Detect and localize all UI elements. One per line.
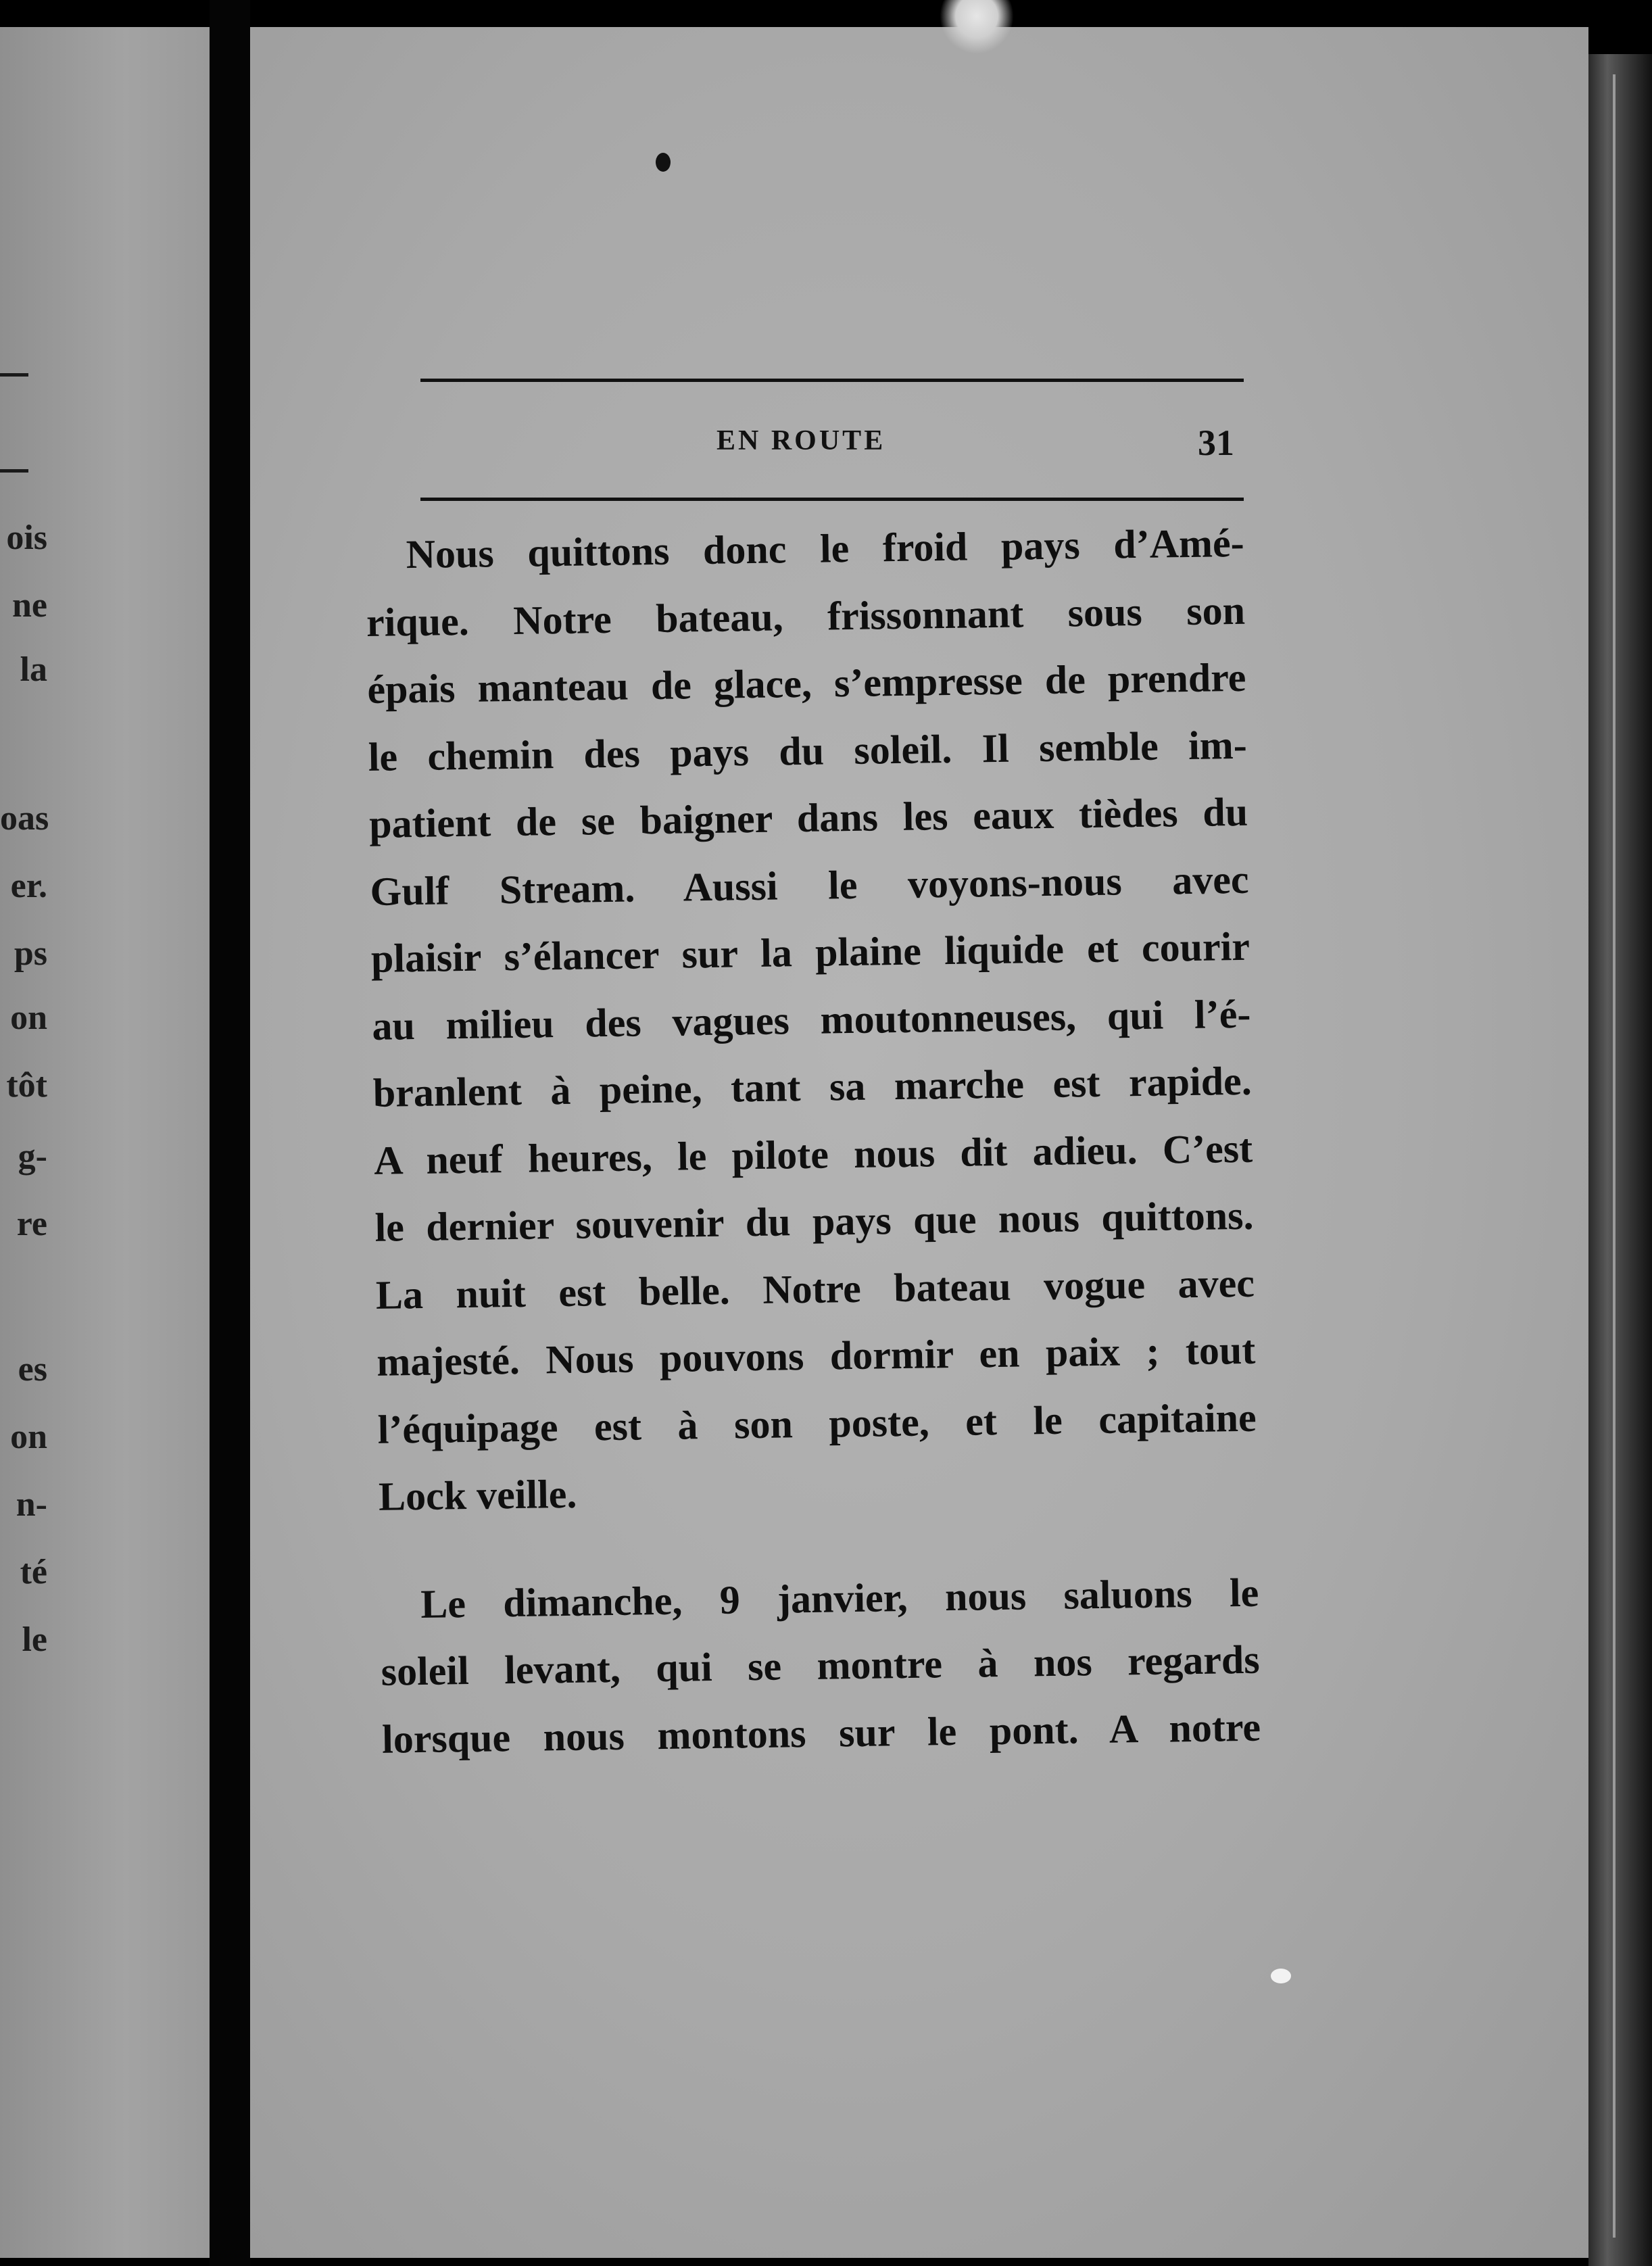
text-line: Lock veille. — [378, 1471, 577, 1519]
left-page-fragment: n- — [16, 1485, 47, 1524]
left-page-fragment: tôt — [6, 1066, 47, 1105]
left-page-rule — [0, 373, 28, 377]
header-rule-bottom — [420, 498, 1244, 501]
left-page-fragment: es — [18, 1350, 47, 1389]
page-number: 31 — [1198, 423, 1234, 463]
header-rule-top — [420, 379, 1244, 382]
text-line: La nuit est belle. Notre bateau vogue avec — [375, 1260, 1255, 1318]
left-page-fragment: re — [16, 1205, 47, 1243]
text-line: l’équipage est à son poste, et le capitaine — [377, 1395, 1257, 1452]
book-gutter — [210, 0, 250, 2266]
text-line: Le dimanche, 9 janvier, nous saluons le — [420, 1570, 1259, 1626]
page-edge-highlight — [1613, 74, 1615, 2238]
left-page-fragment: oas — [0, 799, 49, 838]
left-page-fragment: la — [20, 650, 47, 689]
paper-tear-mark — [940, 0, 1014, 54]
left-page-fragment: on — [10, 1418, 47, 1456]
running-title: EN ROUTE — [716, 425, 886, 456]
text-line: rique. Notre bateau, frissonnant sous son — [366, 587, 1246, 645]
text-line: au milieu des vagues moutonneuses, qui l’é- — [371, 991, 1251, 1048]
text-line: le chemin des pays du soleil. Il semble im- — [368, 722, 1248, 779]
text-line: branlent à peine, tant sa marche est rapide. — [372, 1058, 1253, 1115]
text-line: Nous quittons donc le froid pays d’Amé- — [406, 520, 1245, 577]
left-page-rule — [0, 469, 28, 473]
text-line: majesté. Nous pouvons dormir en paix ; tout — [376, 1327, 1256, 1384]
paragraph — [365, 510, 1258, 1531]
text-line: lorsque nous montons sur le pont. A notre — [381, 1704, 1261, 1762]
paper-fleck — [1271, 1969, 1291, 1983]
left-page-fragment: on — [10, 998, 47, 1037]
text-line: soleil levant, qui se montre à nos regards — [381, 1637, 1261, 1694]
text-line: épais manteau de glace, s’empresse de prendre — [367, 654, 1246, 712]
text-line: patient de se baigner dans les eaux tièdes du — [368, 789, 1248, 846]
text-line: plaisir s’élancer sur la plaine liquide et courir — [370, 923, 1250, 981]
left-page-fragment: ois — [6, 519, 47, 557]
page-stack-edge — [1588, 54, 1652, 2266]
left-page-fragment: er. — [10, 867, 47, 905]
text-line: le dernier souvenir du pays que nous quittons. — [374, 1192, 1254, 1250]
body-text — [365, 510, 1261, 1773]
left-page-fragment: g- — [18, 1137, 47, 1176]
paragraph — [380, 1559, 1261, 1773]
left-page-fragment: ps — [14, 934, 47, 973]
left-page-fragment: ne — [12, 586, 47, 625]
text-line: A neuf heures, le pilote nous dit adieu. C’est — [373, 1126, 1253, 1183]
ink-speck — [656, 153, 671, 172]
left-page-fragment: le — [22, 1620, 47, 1659]
left-page-fragment: té — [20, 1553, 47, 1591]
text-line: Gulf Stream. Aussi le voyons-nous avec — [370, 857, 1249, 914]
